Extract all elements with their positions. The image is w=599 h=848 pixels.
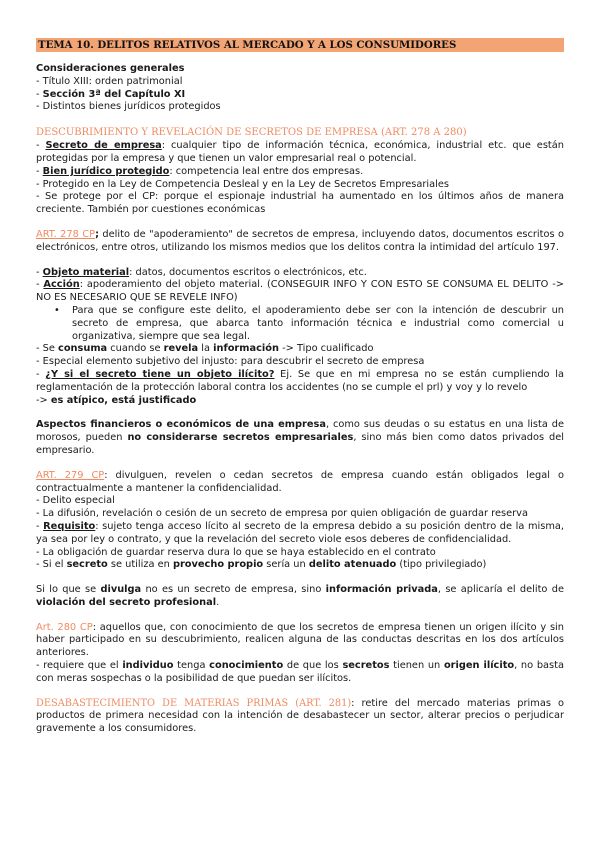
elemento-subjetivo: - Especial elemento subjetivo del injusto: para descubrir el secreto de empresa	[36, 356, 425, 368]
document-page	[36, 38, 564, 736]
aspectos-financieros: Aspectos financieros o económicos de una empresa, como sus deudas o su estatus en una lista de morosos, pueden no considerarse secretos empresariales, sino más bien como datos privados del empresario.	[36, 419, 564, 456]
proteccion-cp: - Se protege por el CP: porque el espionaje industrial ha aumentado en los últimos años de manera creciente. También por cuestiones económicas	[36, 191, 564, 216]
requisito: - Requisito: sujeto tenga acceso lícito al secreto de la empresa debido a su posición dentro de la misma, ya sea por ley o contrato, y que la revelación del secreto viole esos deberes de confidencialidad.	[36, 520, 564, 545]
general-line-1: - Título XIII: orden patrimonial	[36, 75, 183, 87]
art-278-paragraph: ART. 278 CP; delito de "apoderamiento" de secretos de empresa, incluyendo datos, documentos escritos o electrónicos, entre otros, utilizando los mismos medios que los delitos contra la intimidad del artículo 197.	[36, 228, 564, 253]
provecho-propio: - Si el secreto se utiliza en provecho propio sería un delito atenuado (tipo privilegiado)	[36, 559, 487, 571]
section-heading-secretos: DESCUBRIMIENTO Y REVELACIÓN DE SECRETOS DE EMPRESA (ART. 278 A 280)	[36, 127, 467, 139]
general-considerations	[36, 63, 564, 114]
general-line-2: - Sección 3ª del Capítulo XI	[36, 88, 186, 100]
obligacion-reserva: - La obligación de guardar reserva dura lo que se haya establecido en el contrato	[36, 546, 436, 558]
secreto-empresa-def: - Secreto de empresa: cualquier tipo de información técnica, económica, industrial etc. que están protegidas por la empresa y que tienen un valor empresarial real o potencial.	[36, 140, 564, 164]
delito-especial: - Delito especial	[36, 495, 115, 507]
objeto-ilicito: - ¿Y si el secreto tiene un objeto ilícito? Ej. Se que en mi empresa no se están cumpliendo la reglamentación de la protección laboral contra los accidentes (no se cumple el prl) y voy y lo revelo	[36, 368, 564, 393]
section-secretos-empresa	[36, 126, 564, 217]
general-heading: Consideraciones generales	[36, 63, 185, 74]
article-278	[36, 229, 564, 407]
bien-juridico-def: - Bien jurídico protegido: competencia leal entre dos empresas.	[36, 165, 364, 177]
art-280-requisito: - requiere que el individuo tenga conocimiento de que los secretos tienen un origen ilícito, no basta con meras sospechas o la posibilidad de que puedan ser ilícitos.	[36, 660, 564, 684]
proteccion-leyes: - Protegido en la Ley de Competencia Desleal y en la Ley de Secretos Empresariales	[36, 178, 450, 190]
article-279	[36, 470, 564, 572]
document-title: TEMA 10. DELITOS RELATIVOS AL MERCADO Y A LOS CONSUMIDORES	[36, 38, 564, 52]
objeto-material: - Objeto material: datos, documentos escritos o electrónicos, etc.	[36, 266, 367, 278]
objeto-ilicito-conclusion: -> es atípico, está justificado	[36, 394, 197, 406]
article-281: DESABASTECIMIENTO DE MATERIAS PRIMAS (ART. 281): retire del mercado materias primas o productos de primera necesidad con la intención de desabastecer un sector, alterar precios o perjudicar gravemente a los consumidores.	[36, 697, 564, 735]
general-line-3: - Distintos bienes jurídicos protegidos	[36, 101, 221, 113]
difusion-revelacion: - La difusión, revelación o cesión de un secreto de empresa por quien obligación de guardar reserva	[36, 508, 528, 520]
consumacion: - Se consuma cuando se revela la información -> Tipo cualificado	[36, 343, 374, 355]
accion-bullet: • Para que se configure este delito, el apoderamiento debe ser con la intención de descubrir un secreto de empresa, que abarca tanto información técnica e industrial como comercial u organizativa, siempre que sea legal.	[36, 305, 564, 343]
art-280-paragraph: Art. 280 CP: aquellos que, con conocimiento de que los secretos de empresa tienen un origen ilícito y sin haber participado en su descubrimiento, realicen alguna de las conductas descritas en los dos artículos anteriores.	[36, 621, 564, 659]
article-280	[36, 622, 564, 686]
divulgacion-informacion-privada: Si lo que se divulga no es un secreto de empresa, sino información privada, se aplicaría el delito de violación del secreto profesional.	[36, 584, 564, 608]
art-279-paragraph: ART. 279 CP: divulguen, revelen o cedan secretos de empresa cuando están obligados legal o contractualmente a mantener la confidencialidad.	[36, 469, 564, 494]
accion: - Acción: apoderamiento del objeto material. (CONSEGUIR INFO Y CON ESTO SE CONSUMA EL DELITO -> NO ES NECESARIO QUE SE REVELE INFO)	[36, 279, 564, 304]
